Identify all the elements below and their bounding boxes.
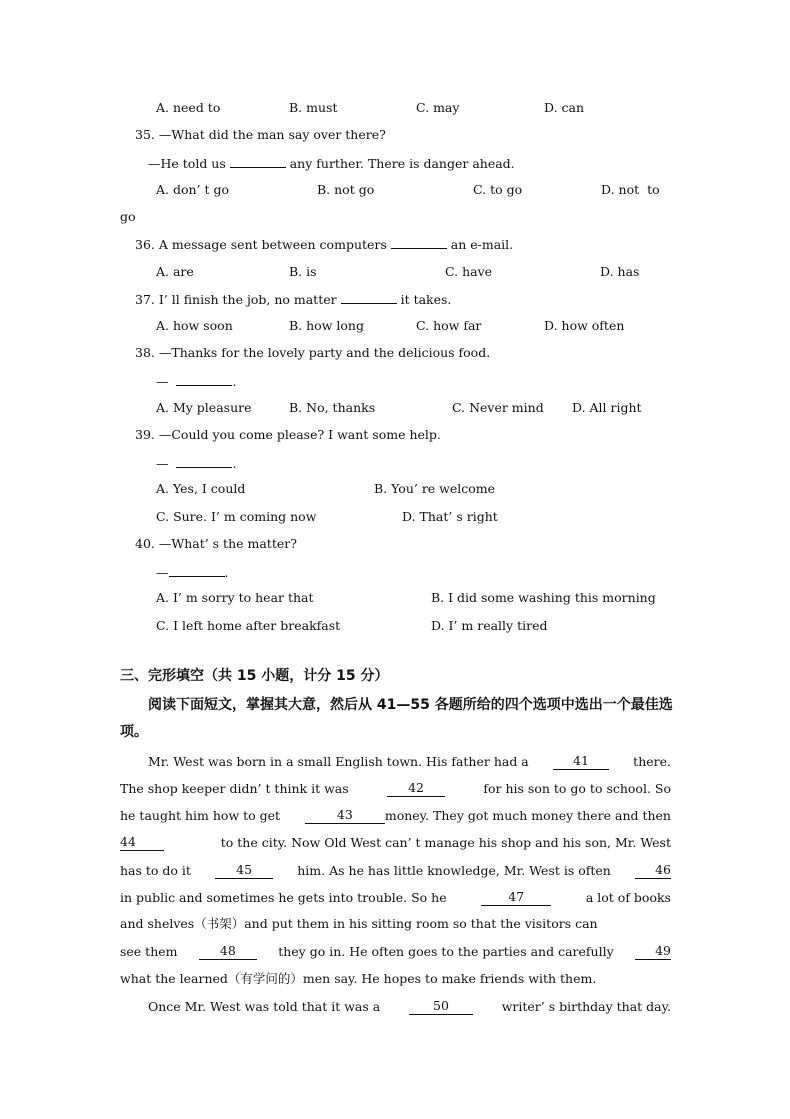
passage-line-3: he taught him how to get 43 money. They got much money there and then [120, 807, 671, 823]
q35-stem: 35. —What did the man say over there? [135, 127, 386, 142]
q39-answer-line: — . [156, 456, 237, 471]
q37-option-b: B. how long [289, 318, 364, 333]
q38-option-b: B. No, thanks [289, 400, 376, 415]
q39-option-d: D. That’ s right [402, 509, 498, 524]
q40-option-a: A. I’ m sorry to hear that [156, 590, 314, 605]
section-title: 三、完形填空（共 15 小题，计分 15 分） [120, 668, 389, 684]
passage-line-9: what the learned（有学问的）men say. He hopes to make friends with them. [120, 971, 597, 986]
section-instruction-line2: 项。 [120, 724, 148, 740]
q36-option-a: A. are [156, 264, 194, 279]
q37-option-d: D. how often [544, 318, 625, 333]
q40-answer-line: — . [156, 565, 229, 580]
blank-43: 43 [305, 808, 385, 824]
q39-option-b: B. You’ re welcome [374, 481, 496, 496]
passage-line-6: in public and sometimes he gets into trouble. So he 47 a lot of books [120, 889, 671, 905]
q35-option-a: A. don’ t go [156, 182, 230, 197]
q35-option-d-wrap: go [120, 209, 136, 224]
q38-option-d: D. All right [572, 400, 642, 415]
q36-stem: 36. A message sent between computers an e-mail. [135, 237, 514, 252]
passage-line-4: 44 to the city. Now Old West can’ t manage his shop and his son, Mr. West [120, 834, 671, 850]
section-instruction-line1: 阅读下面短文，掌握其大意，然后从 41—55 各题所给的四个选项中选出一个最佳选 [148, 697, 673, 713]
passage-line-8: see them 48 they go in. He often goes to the parties and carefully 49 [120, 943, 671, 959]
passage-line-10: Once Mr. West was told that it was a 50 writer’ s birthday that day. [148, 998, 671, 1014]
passage-line-2: The shop keeper didn’ t think it was 42 for his son to go to school. So [120, 780, 671, 796]
blank-47: 47 [481, 890, 551, 906]
blank-44: 44 [120, 835, 164, 851]
blank-45: 45 [215, 863, 273, 879]
passage-line-7: and shelves（书架）and put them in his sitting room so that the visitors can [120, 916, 598, 931]
q37-option-c: C. how far [416, 318, 482, 333]
q36-option-c: C. have [445, 264, 493, 279]
q35-line2: —He told us any further. There is danger ahead. [148, 156, 515, 171]
q38-option-c: C. Never mind [452, 400, 544, 415]
blank-42: 42 [387, 781, 445, 797]
q40-option-d: D. I’ m really tired [431, 618, 548, 633]
q36-option-d: D. has [600, 264, 640, 279]
q39-stem: 39. —Could you come please? I want some help. [135, 427, 441, 442]
q36-option-b: B. is [289, 264, 317, 279]
q38-stem: 38. —Thanks for the lovely party and the delicious food. [135, 345, 491, 360]
q39-option-a: A. Yes, I could [156, 481, 246, 496]
q37-stem: 37. I’ ll finish the job, no matter it takes. [135, 292, 452, 307]
q35-option-c: C. to go [473, 182, 523, 197]
q35-option-b: B. not go [317, 182, 375, 197]
passage-line-1: Mr. West was born in a small English town. His father had a 41 there. [148, 753, 671, 769]
q34-option-a: A. need to [156, 100, 221, 115]
blank-41: 41 [553, 754, 609, 770]
blank-49: 49 [635, 944, 671, 960]
passage-line-5: has to do it 45 him. As he has little knowledge, Mr. West is often 46 [120, 862, 671, 878]
q39-option-c: C. Sure. I’ m coming now [156, 509, 317, 524]
blank-48: 48 [199, 944, 257, 960]
q34-option-d: D. can [544, 100, 585, 115]
q37-option-a: A. how soon [156, 318, 233, 333]
q40-option-c: C. I left home after breakfast [156, 618, 341, 633]
q40-stem: 40. —What’ s the matter? [135, 536, 297, 551]
q34-option-b: B. must [289, 100, 338, 115]
q40-option-b: B. I did some washing this morning [431, 590, 656, 605]
q38-option-a: A. My pleasure [156, 400, 252, 415]
blank-46: 46 [635, 863, 671, 879]
blank-50: 50 [409, 999, 473, 1015]
q34-option-c: C. may [416, 100, 460, 115]
q38-answer-line: — . [156, 374, 237, 389]
q35-option-d: D. not to [601, 182, 660, 197]
